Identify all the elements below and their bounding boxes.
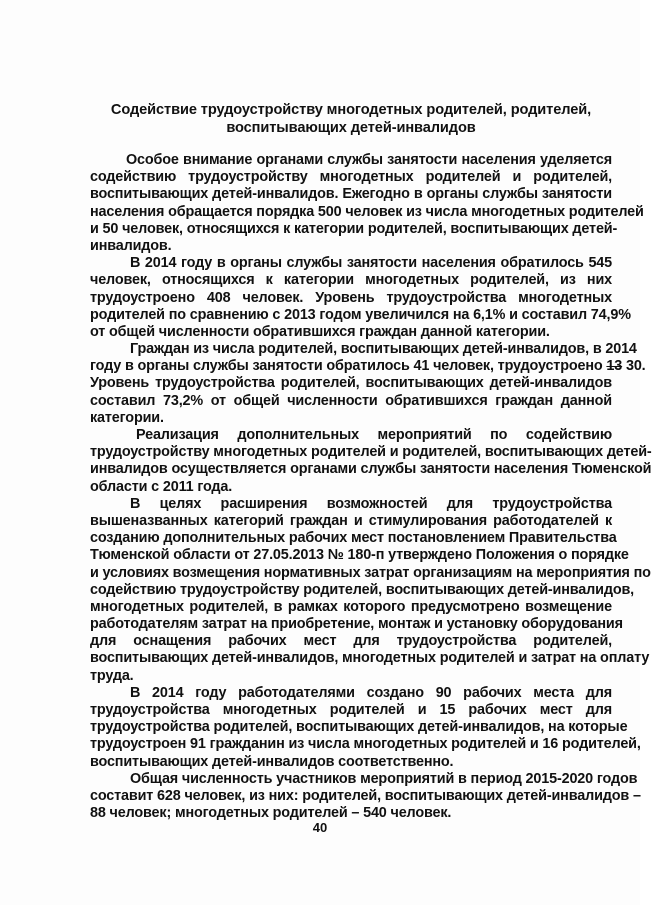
text-line: Особое внимание органами службы занятости населения уделяется bbox=[126, 152, 612, 168]
text-line: Граждан из числа родителей, воспитывающих детей-инвалидов, в 2014 bbox=[130, 341, 637, 358]
page-number: 40 bbox=[312, 820, 328, 835]
text-line: трудоустройству многодетных родителей и родителей, воспитывающих детей- bbox=[90, 444, 652, 461]
text-line: Реализация дополнительных мероприятий по содействию bbox=[136, 427, 612, 443]
heading-line: воспитывающих детей-инвалидов bbox=[226, 120, 476, 136]
text-line: содействию трудоустройству родителей, воспитывающих детей-инвалидов, bbox=[90, 581, 635, 598]
text-line: трудоустройства многодетных родителей и 15 рабочих мест для bbox=[90, 702, 612, 718]
text-line: Уровень трудоустройства родителей, воспитывающих детей-инвалидов bbox=[90, 375, 612, 392]
text-line: В 2014 году работодателями создано 90 рабочих места для bbox=[130, 684, 612, 701]
paragraph bbox=[90, 684, 641, 771]
text-line: трудоустройства родителей, воспитывающих детей-инвалидов, на которые bbox=[90, 719, 628, 736]
text-line: воспитывающих детей-инвалидов соответственно. bbox=[90, 753, 454, 770]
text-line: созданию дополнительных рабочих мест постановлением Правительства bbox=[90, 530, 617, 547]
text-line: В целях расширения возможностей для трудоустройства bbox=[130, 495, 612, 512]
text-line: содействию трудоустройству многодетных родителей и родителей, bbox=[90, 169, 612, 186]
text-line: населения обращается порядка 500 человек из числа многодетных родителей bbox=[90, 203, 644, 220]
text-line: воспитывающих детей-инвалидов, многодетных родителей и затрат на оплату bbox=[90, 650, 650, 667]
text-line bbox=[90, 358, 646, 375]
paragraph bbox=[90, 427, 652, 496]
text-line: многодетных родителей, в рамках которого предусмотрено возмещение bbox=[90, 598, 612, 615]
text-line: трудоустроен 91 гражданин из числа многодетных родителей и 16 родителей, bbox=[90, 736, 641, 753]
text-line: Тюменской области от 27.05.2013 № 180-п утверждено Положения о порядке bbox=[90, 547, 629, 564]
text-line: и условиях возмещения нормативных затрат организациям на мероприятия по bbox=[90, 564, 651, 581]
text-line: 88 человек; многодетных родителей – 540 человек. bbox=[90, 805, 452, 822]
text-line: от общей численности обратившихся граждан данной категории. bbox=[90, 323, 550, 340]
text-line: труда. bbox=[90, 667, 134, 684]
text-line: и 50 человек, относящихся к категории родителей, воспитывающих детей- bbox=[90, 220, 618, 237]
section-heading bbox=[90, 101, 612, 137]
text-line: области с 2011 года. bbox=[90, 478, 233, 495]
text-line: работодателям затрат на приобретение, монтаж и установку оборудования bbox=[90, 616, 623, 633]
paragraph bbox=[90, 341, 646, 427]
body-text bbox=[90, 152, 652, 822]
text-fragment: году в органы службы занятости обратилось 41 человек, трудоустроено bbox=[90, 358, 603, 375]
text-line: родителей по сравнению с 2013 годом увеличился на 6,1% и составил 74,9% bbox=[90, 306, 631, 323]
text-line: человек, относящихся к категории многодетных родителей, из них bbox=[90, 272, 612, 289]
text-line: для оснащения рабочих мест для трудоустройства родителей, bbox=[90, 633, 612, 650]
paragraph bbox=[90, 152, 644, 255]
paragraph bbox=[90, 495, 651, 685]
text-line: трудоустроено 408 человек. Уровень трудоустройства многодетных bbox=[90, 289, 612, 306]
text-line: составил 73,2% от общей численности обратившихся граждан данной bbox=[90, 392, 612, 409]
paragraph bbox=[90, 255, 631, 341]
text-line: воспитывающих детей-инвалидов. Ежегодно в органы службы занятости bbox=[90, 186, 612, 203]
text-line: составит 628 человек, из них: родителей, воспитывающих детей-инвалидов – bbox=[90, 787, 641, 804]
text-line: категории. bbox=[90, 409, 164, 426]
text-line: инвалидов. bbox=[90, 237, 172, 254]
text-line: В 2014 году в органы службы занятости населения обратилось 545 bbox=[130, 255, 612, 272]
heading-line: Содействие трудоустройству многодетных родителей, родителей, bbox=[110, 102, 592, 118]
text-line: Общая численность участников мероприятий в период 2015-2020 годов bbox=[130, 770, 638, 787]
corrected-number: 30. bbox=[625, 358, 646, 375]
text-line: вышеназванных категорий граждан и стимулирования работодателей к bbox=[90, 512, 612, 529]
text-line: инвалидов осуществляется органами службы занятости населения Тюменской bbox=[90, 461, 652, 478]
struck-number: 13 bbox=[606, 358, 623, 375]
paragraph bbox=[90, 770, 641, 823]
